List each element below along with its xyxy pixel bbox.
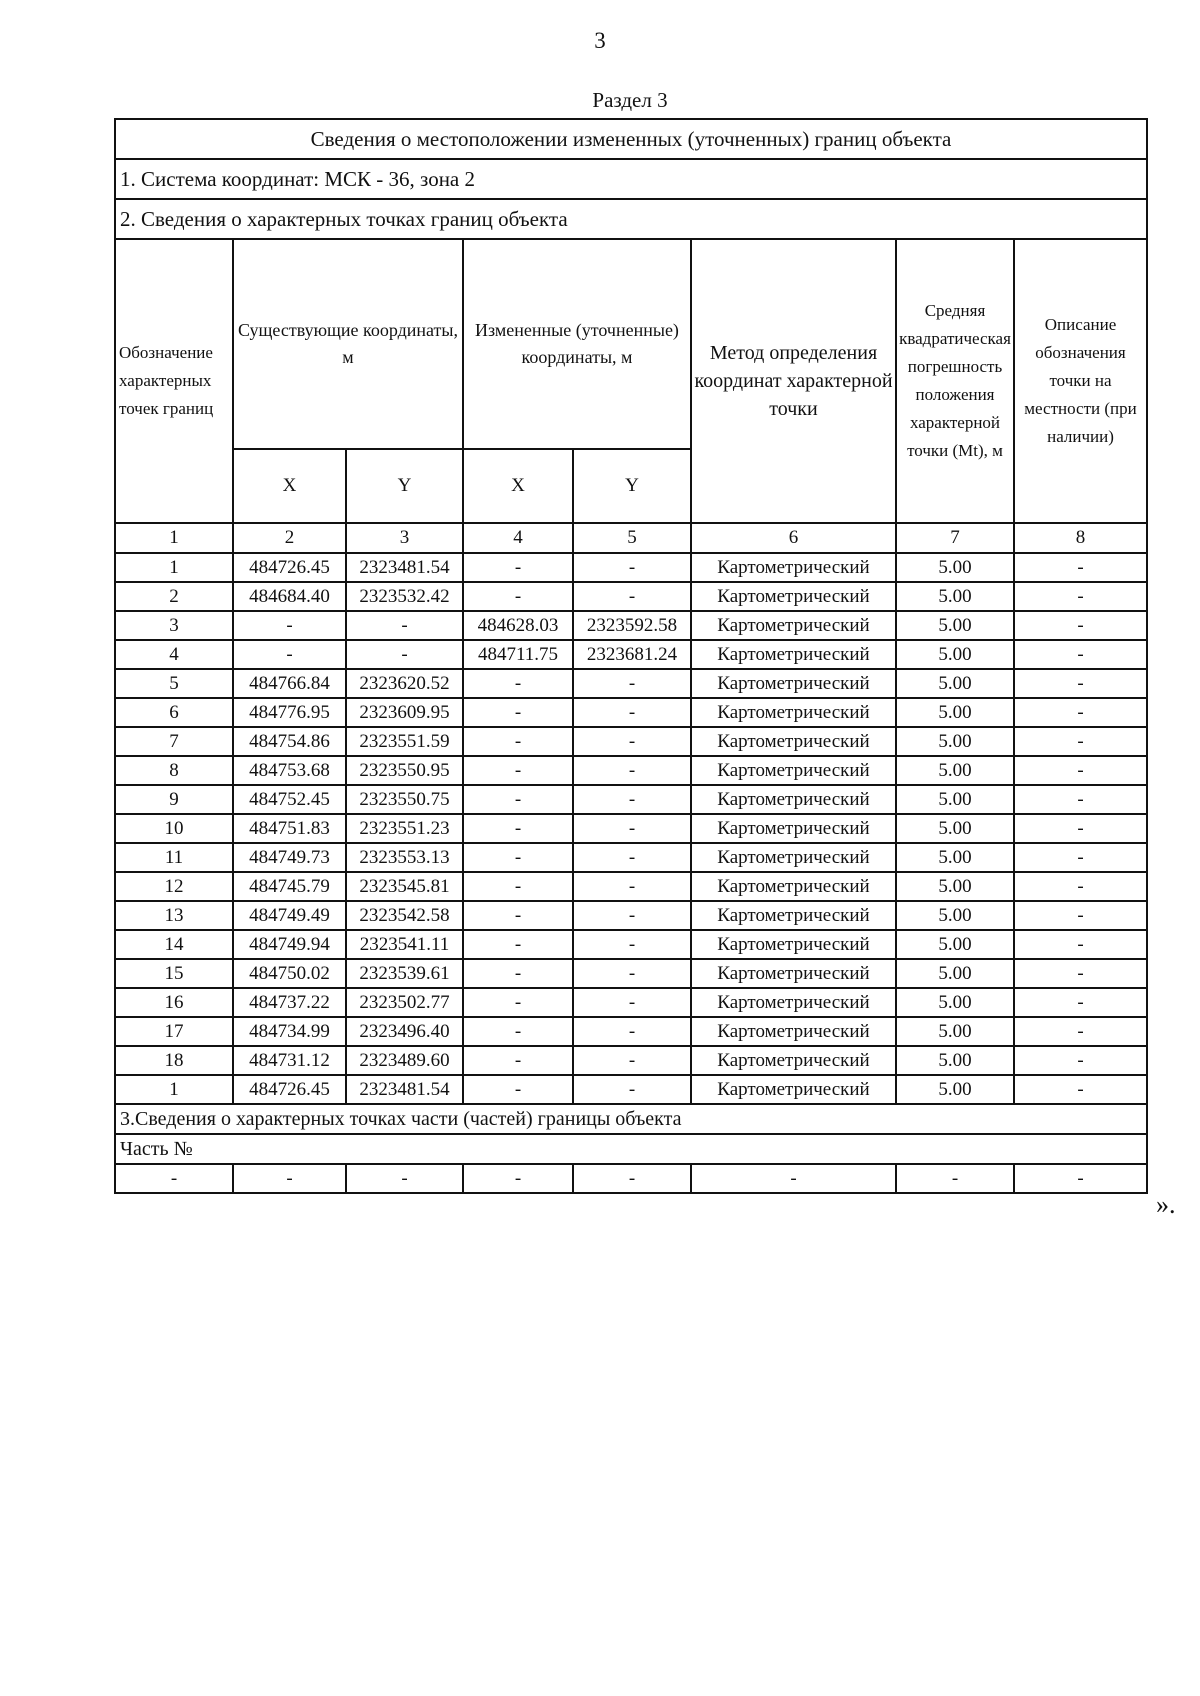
cell-description: - xyxy=(1014,930,1147,959)
cell-changed-x: 484711.75 xyxy=(463,640,573,669)
cell-existing-y: 2323620.52 xyxy=(346,669,463,698)
cell-description: - xyxy=(1014,582,1147,611)
section-label: Раздел 3 xyxy=(592,88,668,112)
cell-point-id: 1 xyxy=(115,1075,233,1104)
cell-existing-y: 2323489.60 xyxy=(346,1046,463,1075)
cell-existing-x: 484726.45 xyxy=(233,1075,346,1104)
cell-error-mt: 5.00 xyxy=(896,756,1014,785)
cell-changed-y: - xyxy=(573,1046,691,1075)
part-number-label: Часть № xyxy=(115,1134,1147,1164)
cell-changed-y: - xyxy=(573,1075,691,1104)
cell-changed-x: - xyxy=(463,1017,573,1046)
cell-description: - xyxy=(1014,698,1147,727)
cell-error-mt: 5.00 xyxy=(896,727,1014,756)
table-row xyxy=(115,901,1147,930)
cell-description: - xyxy=(1014,669,1147,698)
cell-changed-x: - xyxy=(463,727,573,756)
table-row xyxy=(115,553,1147,582)
cell-existing-y: 2323609.95 xyxy=(346,698,463,727)
cell-changed-y: - xyxy=(573,1017,691,1046)
column-number: 7 xyxy=(896,523,1014,553)
cell-existing-x: - xyxy=(233,611,346,640)
cell-existing-y: 2323541.11 xyxy=(346,930,463,959)
header-description: Описание обозначения точки на местности (при наличии) xyxy=(1014,239,1147,523)
cell-existing-x: 484749.49 xyxy=(233,901,346,930)
parts-heading: 3.Сведения о характерных точках части (частей) границы объекта xyxy=(115,1104,1147,1134)
cell-method: Картометрический xyxy=(691,1017,896,1046)
cell-point-id: 15 xyxy=(115,959,233,988)
cell-description: - xyxy=(1014,553,1147,582)
cell-point-id: 12 xyxy=(115,872,233,901)
cell-existing-y: - xyxy=(346,640,463,669)
column-number: 8 xyxy=(1014,523,1147,553)
header-changed-coords: Измененные (уточненные) координаты, м xyxy=(463,239,691,449)
cell-description: - xyxy=(1014,814,1147,843)
header-existing-coords: Существующие координаты, м xyxy=(233,239,463,449)
cell-description: - xyxy=(1014,756,1147,785)
cell-existing-x: 484731.12 xyxy=(233,1046,346,1075)
cell-changed-x: - xyxy=(463,901,573,930)
cell-point-id: 3 xyxy=(115,611,233,640)
cell-point-id: 11 xyxy=(115,843,233,872)
cell-description: - xyxy=(1014,1017,1147,1046)
cell-existing-x: 484751.83 xyxy=(233,814,346,843)
cell-description: - xyxy=(1014,959,1147,988)
cell-changed-y: - xyxy=(573,756,691,785)
table-row xyxy=(115,611,1147,640)
table-row xyxy=(115,872,1147,901)
empty-cell: - xyxy=(691,1164,896,1193)
cell-point-id: 4 xyxy=(115,640,233,669)
cell-error-mt: 5.00 xyxy=(896,698,1014,727)
table-row xyxy=(115,959,1147,988)
cell-existing-x: 484753.68 xyxy=(233,756,346,785)
cell-method: Картометрический xyxy=(691,1075,896,1104)
cell-method: Картометрический xyxy=(691,756,896,785)
empty-cell: - xyxy=(1014,1164,1147,1193)
cell-changed-x: - xyxy=(463,930,573,959)
column-number: 6 xyxy=(691,523,896,553)
cell-existing-x: 484776.95 xyxy=(233,698,346,727)
empty-cell: - xyxy=(233,1164,346,1193)
cell-error-mt: 5.00 xyxy=(896,785,1014,814)
table-row xyxy=(115,988,1147,1017)
cell-method: Картометрический xyxy=(691,785,896,814)
empty-cell: - xyxy=(115,1164,233,1193)
cell-description: - xyxy=(1014,611,1147,640)
table-title: Сведения о местоположении измененных (уточненных) границ объекта xyxy=(115,119,1147,159)
column-number: 1 xyxy=(115,523,233,553)
cell-method: Картометрический xyxy=(691,901,896,930)
cell-changed-x: 484628.03 xyxy=(463,611,573,640)
cell-error-mt: 5.00 xyxy=(896,553,1014,582)
cell-error-mt: 5.00 xyxy=(896,669,1014,698)
cell-changed-x: - xyxy=(463,669,573,698)
column-number: 3 xyxy=(346,523,463,553)
header-designation: Обозначение характерных точек границ xyxy=(115,239,233,523)
cell-error-mt: 5.00 xyxy=(896,901,1014,930)
cell-changed-y: - xyxy=(573,814,691,843)
table-row xyxy=(115,1017,1147,1046)
cell-changed-x: - xyxy=(463,1075,573,1104)
cell-existing-x: 484766.84 xyxy=(233,669,346,698)
cell-point-id: 1 xyxy=(115,553,233,582)
cell-error-mt: 5.00 xyxy=(896,1075,1014,1104)
cell-existing-y: 2323481.54 xyxy=(346,1075,463,1104)
cell-point-id: 10 xyxy=(115,814,233,843)
table-row xyxy=(115,640,1147,669)
cell-changed-x: - xyxy=(463,843,573,872)
cell-method: Картометрический xyxy=(691,959,896,988)
cell-changed-x: - xyxy=(463,582,573,611)
cell-existing-y: 2323502.77 xyxy=(346,988,463,1017)
cell-error-mt: 5.00 xyxy=(896,582,1014,611)
cell-changed-x: - xyxy=(463,959,573,988)
cell-existing-y: 2323496.40 xyxy=(346,1017,463,1046)
header-existing-x: X xyxy=(233,449,346,523)
cell-error-mt: 5.00 xyxy=(896,930,1014,959)
cell-error-mt: 5.00 xyxy=(896,640,1014,669)
header-error: Средняя квадратическая погрешность положения характерной точки (Mt), м xyxy=(896,239,1014,523)
cell-description: - xyxy=(1014,640,1147,669)
cell-point-id: 9 xyxy=(115,785,233,814)
cell-changed-y: - xyxy=(573,843,691,872)
empty-cell: - xyxy=(463,1164,573,1193)
cell-changed-x: - xyxy=(463,814,573,843)
cell-changed-y: - xyxy=(573,669,691,698)
cell-method: Картометрический xyxy=(691,872,896,901)
table-row xyxy=(115,930,1147,959)
cell-existing-x: 484737.22 xyxy=(233,988,346,1017)
cell-existing-x: 484749.94 xyxy=(233,930,346,959)
cell-changed-x: - xyxy=(463,785,573,814)
cell-changed-x: - xyxy=(463,553,573,582)
cell-changed-y: - xyxy=(573,582,691,611)
cell-changed-x: - xyxy=(463,756,573,785)
cell-changed-y: - xyxy=(573,930,691,959)
cell-description: - xyxy=(1014,843,1147,872)
table-row xyxy=(115,785,1147,814)
cell-description: - xyxy=(1014,1075,1147,1104)
cell-method: Картометрический xyxy=(691,988,896,1017)
cell-method: Картометрический xyxy=(691,669,896,698)
empty-cell: - xyxy=(896,1164,1014,1193)
cell-description: - xyxy=(1014,727,1147,756)
cell-description: - xyxy=(1014,872,1147,901)
cell-point-id: 2 xyxy=(115,582,233,611)
cell-changed-y: 2323592.58 xyxy=(573,611,691,640)
cell-error-mt: 5.00 xyxy=(896,872,1014,901)
cell-changed-x: - xyxy=(463,988,573,1017)
cell-point-id: 18 xyxy=(115,1046,233,1075)
cell-error-mt: 5.00 xyxy=(896,1046,1014,1075)
cell-changed-y: - xyxy=(573,727,691,756)
cell-error-mt: 5.00 xyxy=(896,988,1014,1017)
cell-method: Картометрический xyxy=(691,582,896,611)
column-number: 4 xyxy=(463,523,573,553)
cell-existing-y: 2323481.54 xyxy=(346,553,463,582)
cell-existing-y: 2323551.23 xyxy=(346,814,463,843)
cell-point-id: 13 xyxy=(115,901,233,930)
table-row xyxy=(115,582,1147,611)
cell-changed-y: - xyxy=(573,901,691,930)
cell-point-id: 17 xyxy=(115,1017,233,1046)
cell-existing-x: - xyxy=(233,640,346,669)
cell-existing-y: 2323542.58 xyxy=(346,901,463,930)
cell-existing-y: 2323539.61 xyxy=(346,959,463,988)
cell-existing-x: 484750.02 xyxy=(233,959,346,988)
cell-method: Картометрический xyxy=(691,814,896,843)
table-row xyxy=(115,669,1147,698)
cell-error-mt: 5.00 xyxy=(896,843,1014,872)
cell-method: Картометрический xyxy=(691,698,896,727)
cell-error-mt: 5.00 xyxy=(896,814,1014,843)
cell-point-id: 5 xyxy=(115,669,233,698)
cell-error-mt: 5.00 xyxy=(896,1017,1014,1046)
closing-quote: ». xyxy=(1156,1190,1176,1219)
cell-method: Картометрический xyxy=(691,611,896,640)
points-heading: 2. Сведения о характерных точках границ объекта xyxy=(115,199,1147,239)
cell-changed-y: - xyxy=(573,988,691,1017)
cell-point-id: 6 xyxy=(115,698,233,727)
cell-error-mt: 5.00 xyxy=(896,611,1014,640)
cell-changed-y: 2323681.24 xyxy=(573,640,691,669)
cell-changed-x: - xyxy=(463,872,573,901)
empty-cell: - xyxy=(573,1164,691,1193)
header-method: Метод определения координат характерной точки xyxy=(691,239,896,523)
cell-method: Картометрический xyxy=(691,843,896,872)
cell-existing-y: 2323550.75 xyxy=(346,785,463,814)
coord-system: 1. Система координат: МСК - 36, зона 2 xyxy=(115,159,1147,199)
table-row xyxy=(115,814,1147,843)
cell-method: Картометрический xyxy=(691,640,896,669)
table-row xyxy=(115,1046,1147,1075)
cell-description: - xyxy=(1014,901,1147,930)
cell-description: - xyxy=(1014,988,1147,1017)
empty-part-row xyxy=(115,1164,1147,1193)
cell-existing-x: 484745.79 xyxy=(233,872,346,901)
table-row xyxy=(115,727,1147,756)
cell-changed-y: - xyxy=(573,553,691,582)
cell-method: Картометрический xyxy=(691,1046,896,1075)
cell-existing-x: 484752.45 xyxy=(233,785,346,814)
boundary-table xyxy=(114,118,1148,1194)
cell-description: - xyxy=(1014,785,1147,814)
cell-method: Картометрический xyxy=(691,553,896,582)
header-changed-y: Y xyxy=(573,449,691,523)
page-number: 3 xyxy=(594,28,606,53)
cell-point-id: 14 xyxy=(115,930,233,959)
cell-changed-y: - xyxy=(573,698,691,727)
column-number-row xyxy=(115,523,1147,553)
table-row xyxy=(115,843,1147,872)
column-number: 5 xyxy=(573,523,691,553)
cell-method: Картометрический xyxy=(691,727,896,756)
cell-existing-x: 484749.73 xyxy=(233,843,346,872)
cell-changed-x: - xyxy=(463,698,573,727)
cell-existing-y: - xyxy=(346,611,463,640)
cell-existing-x: 484726.45 xyxy=(233,553,346,582)
cell-existing-y: 2323545.81 xyxy=(346,872,463,901)
cell-existing-x: 484684.40 xyxy=(233,582,346,611)
cell-point-id: 16 xyxy=(115,988,233,1017)
cell-description: - xyxy=(1014,1046,1147,1075)
cell-existing-y: 2323532.42 xyxy=(346,582,463,611)
cell-changed-y: - xyxy=(573,785,691,814)
cell-existing-y: 2323553.13 xyxy=(346,843,463,872)
cell-existing-x: 484734.99 xyxy=(233,1017,346,1046)
cell-existing-x: 484754.86 xyxy=(233,727,346,756)
header-existing-y: Y xyxy=(346,449,463,523)
cell-existing-y: 2323550.95 xyxy=(346,756,463,785)
cell-existing-y: 2323551.59 xyxy=(346,727,463,756)
empty-cell: - xyxy=(346,1164,463,1193)
table-row xyxy=(115,698,1147,727)
column-number: 2 xyxy=(233,523,346,553)
table-row xyxy=(115,756,1147,785)
cell-changed-x: - xyxy=(463,1046,573,1075)
cell-point-id: 8 xyxy=(115,756,233,785)
cell-point-id: 7 xyxy=(115,727,233,756)
cell-method: Картометрический xyxy=(691,930,896,959)
cell-changed-y: - xyxy=(573,872,691,901)
header-changed-x: X xyxy=(463,449,573,523)
cell-error-mt: 5.00 xyxy=(896,959,1014,988)
cell-changed-y: - xyxy=(573,959,691,988)
table-row xyxy=(115,1075,1147,1104)
